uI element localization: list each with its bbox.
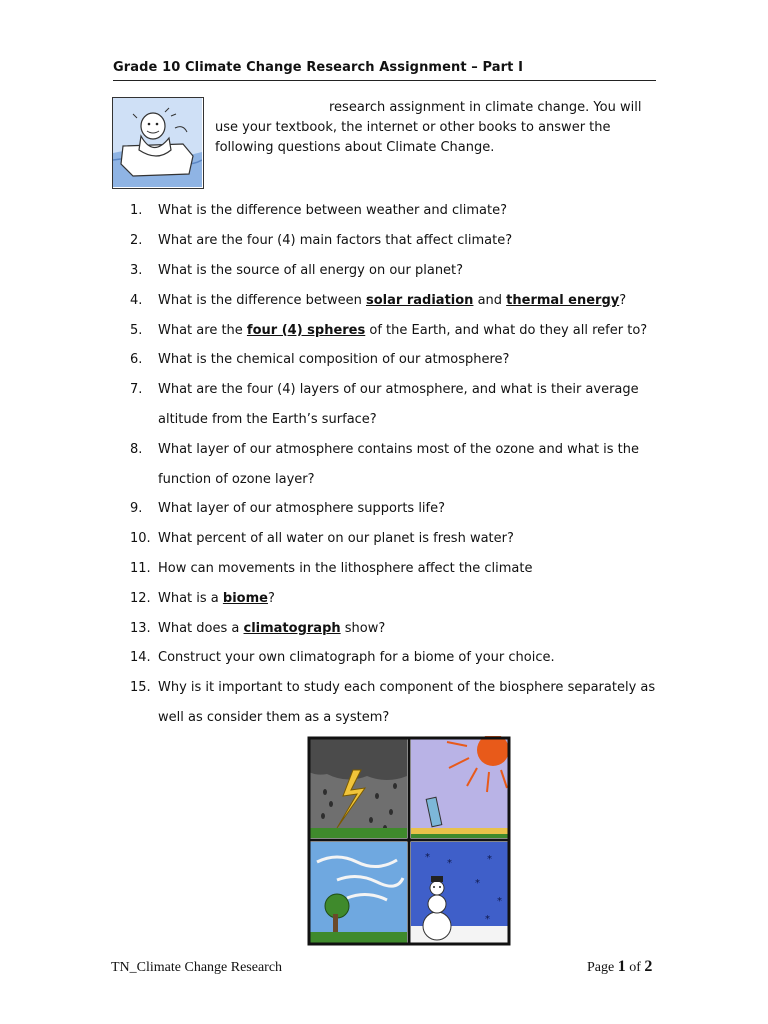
question-text: How can movements in the lithosphere affect the climate: [158, 560, 533, 576]
svg-text:*: *: [425, 852, 430, 863]
question-number: 5.: [130, 322, 143, 338]
question-number: 11.: [130, 560, 151, 576]
current-page: 1: [617, 958, 626, 975]
question-8: [130, 434, 670, 464]
question-11: [130, 554, 670, 584]
question-text: well as consider them as a system?: [158, 709, 390, 725]
question-number: 4.: [130, 292, 143, 308]
question-text: What does a: [158, 620, 244, 636]
question-8-continued: [130, 464, 670, 494]
question-text: What is the difference between: [158, 292, 367, 308]
question-2: [130, 226, 670, 256]
svg-text:*: *: [487, 854, 492, 865]
iceberg-illustration: [112, 97, 204, 189]
svg-text:*: *: [447, 858, 452, 869]
of-word: of: [629, 960, 641, 975]
question-9: [130, 494, 670, 524]
svg-text:*: *: [475, 878, 480, 889]
question-text: What is a: [158, 590, 223, 606]
question-14: [130, 643, 670, 673]
svg-text:*: *: [485, 914, 490, 925]
question-text: What is the source of all energy on our planet?: [158, 262, 464, 278]
question-text: What layer of our atmosphere supports life?: [158, 501, 446, 517]
footer-document-name: TN_Climate Change Research: [111, 960, 283, 975]
intro-paragraph: [215, 98, 665, 158]
question-text: What are the: [158, 322, 247, 338]
question-text: What is the difference between weather and climate?: [158, 203, 508, 219]
question-1: [130, 196, 670, 226]
question-text: and: [473, 292, 507, 308]
question-7-continued: [130, 405, 670, 435]
question-number: 12.: [130, 590, 151, 606]
question-15-continued: [130, 703, 670, 733]
question-list: [130, 196, 670, 732]
question-text: altitude from the Earth’s surface?: [158, 411, 377, 427]
question-text: What is the chemical composition of our atmosphere?: [158, 352, 510, 368]
question-3: [130, 256, 670, 286]
svg-text:*: *: [497, 896, 502, 907]
question-number: 3.: [130, 262, 143, 278]
question-number: 10.: [130, 531, 151, 547]
keyword-thermal-energy: thermal energy: [506, 292, 620, 308]
question-number: 14.: [130, 650, 151, 666]
question-number: 8.: [130, 441, 143, 457]
keyword-solar-radiation: solar radiation: [366, 292, 474, 308]
question-number: 13.: [130, 620, 151, 636]
weather-seasons-illustration: [307, 736, 511, 946]
question-13: [130, 613, 670, 643]
question-text: function of ozone layer?: [158, 471, 315, 487]
question-5: [130, 315, 670, 345]
question-15: [130, 673, 670, 703]
footer-page-number: [587, 958, 652, 976]
question-text: Construct your own climatograph for a biome of your choice.: [158, 650, 555, 666]
question-7: [130, 375, 670, 405]
document-title: Grade 10 Climate Change Research Assignment – Part I: [113, 60, 524, 75]
question-text: ?: [619, 292, 627, 308]
total-pages: 2: [644, 958, 653, 975]
keyword-climatograph: climatograph: [243, 620, 341, 636]
question-12: [130, 583, 670, 613]
question-6: [130, 345, 670, 375]
keyword-biome: biome: [222, 590, 268, 606]
question-text: show?: [340, 620, 386, 636]
title-rule: [113, 80, 656, 81]
question-number: 7.: [130, 382, 143, 398]
question-text: of the Earth, and what do they all refer to?: [365, 322, 648, 338]
question-10: [130, 524, 670, 554]
keyword-four-spheres: four (4) spheres: [246, 322, 366, 338]
question-text: What are the four (4) layers of our atmosphere, and what is their average: [158, 382, 639, 398]
question-text: What percent of all water on our planet is fresh water?: [158, 531, 514, 547]
intro-line: following questions about Climate Change.: [215, 140, 495, 155]
question-4: [130, 285, 670, 315]
question-text: Why is it important to study each component of the biosphere separately as: [158, 680, 656, 696]
question-text: What layer of our atmosphere contains most of the ozone and what is the: [158, 441, 640, 457]
question-text: ?: [267, 590, 275, 606]
question-number: 9.: [130, 501, 143, 517]
question-number: 6.: [130, 352, 143, 368]
intro-line: use your textbook, the internet or other books to answer the: [215, 120, 611, 135]
page-word: Page: [587, 960, 615, 975]
question-number: 1.: [130, 203, 143, 219]
question-number: 2.: [130, 233, 143, 249]
question-text: What are the four (4) main factors that affect climate?: [158, 233, 513, 249]
question-number: 15.: [130, 680, 151, 696]
intro-line: research assignment in climate change. You will: [329, 100, 642, 115]
